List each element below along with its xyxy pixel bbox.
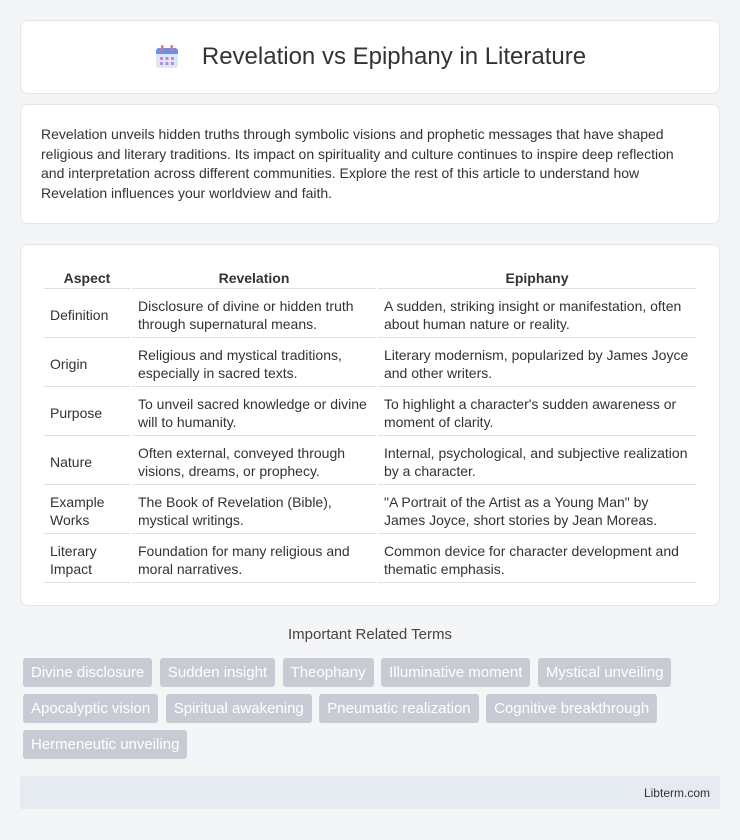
header-aspect: Aspect	[44, 267, 130, 289]
row-aspect: Nature	[44, 438, 130, 485]
footer	[20, 776, 720, 809]
row-revelation: To unveil sacred knowledge or divine will to humanity.	[132, 389, 376, 436]
term-tag[interactable]: Divine disclosure	[23, 658, 152, 687]
table-row	[44, 340, 696, 387]
related-terms-list	[23, 658, 723, 766]
table-header-row	[44, 267, 696, 289]
term-tag[interactable]: Spiritual awakening	[166, 694, 312, 723]
row-epiphany: Common device for character development and thematic emphasis.	[378, 536, 696, 583]
row-revelation: Disclosure of divine or hidden truth through supernatural means.	[132, 291, 376, 338]
term-tag[interactable]: Theophany	[283, 658, 374, 687]
row-epiphany: Literary modernism, popularized by James Joyce and other writers.	[378, 340, 696, 387]
term-tag[interactable]: Apocalyptic vision	[23, 694, 158, 723]
row-revelation: Religious and mystical traditions, especially in sacred texts.	[132, 340, 376, 387]
term-tag[interactable]: Mystical unveiling	[538, 658, 672, 687]
row-epiphany: Internal, psychological, and subjective realization by a character.	[378, 438, 696, 485]
calendar-icon	[154, 44, 180, 70]
comparison-table	[42, 265, 698, 585]
row-aspect: Example Works	[44, 487, 130, 534]
related-terms-title: Important Related Terms	[288, 626, 452, 643]
row-epiphany: A sudden, striking insight or manifestation, often about human nature or reality.	[378, 291, 696, 338]
intro-text: Revelation unveils hidden truths through symbolic visions and prophetic messages that have shaped religious and literary traditions. Its impact on spirituality and culture continues to inspire deep reflection and interpretation across different communities. Explore the rest of this article to understand how Revelation influences your worldview and faith.	[41, 126, 674, 201]
row-revelation: The Book of Revelation (Bible), mystical writings.	[132, 487, 376, 534]
header-revelation: Revelation	[132, 267, 376, 289]
table-row	[44, 389, 696, 436]
term-tag[interactable]: Pneumatic realization	[319, 694, 478, 723]
comparison-card	[20, 244, 720, 606]
row-revelation: Foundation for many religious and moral narratives.	[132, 536, 376, 583]
row-aspect: Definition	[44, 291, 130, 338]
term-tag[interactable]: Sudden insight	[160, 658, 275, 687]
row-epiphany: To highlight a character's sudden awareness or moment of clarity.	[378, 389, 696, 436]
page-title: Revelation vs Epiphany in Literature	[201, 43, 587, 70]
row-aspect: Origin	[44, 340, 130, 387]
table-row	[44, 536, 696, 583]
footer-site-link[interactable]: Libterm.com	[643, 786, 710, 800]
term-tag[interactable]: Cognitive breakthrough	[486, 694, 657, 723]
row-aspect: Literary Impact	[44, 536, 130, 583]
row-aspect: Purpose	[44, 389, 130, 436]
term-tag[interactable]: Hermeneutic unveiling	[23, 730, 187, 759]
intro-card	[20, 104, 720, 224]
header-card	[20, 20, 720, 94]
row-revelation: Often external, conveyed through visions, dreams, or prophecy.	[132, 438, 376, 485]
header-epiphany: Epiphany	[378, 267, 696, 289]
table-row	[44, 291, 696, 338]
term-tag[interactable]: Illuminative moment	[381, 658, 530, 687]
table-row	[44, 438, 696, 485]
row-epiphany: "A Portrait of the Artist as a Young Man" by James Joyce, short stories by Jean Moreas.	[378, 487, 696, 534]
table-row	[44, 487, 696, 534]
